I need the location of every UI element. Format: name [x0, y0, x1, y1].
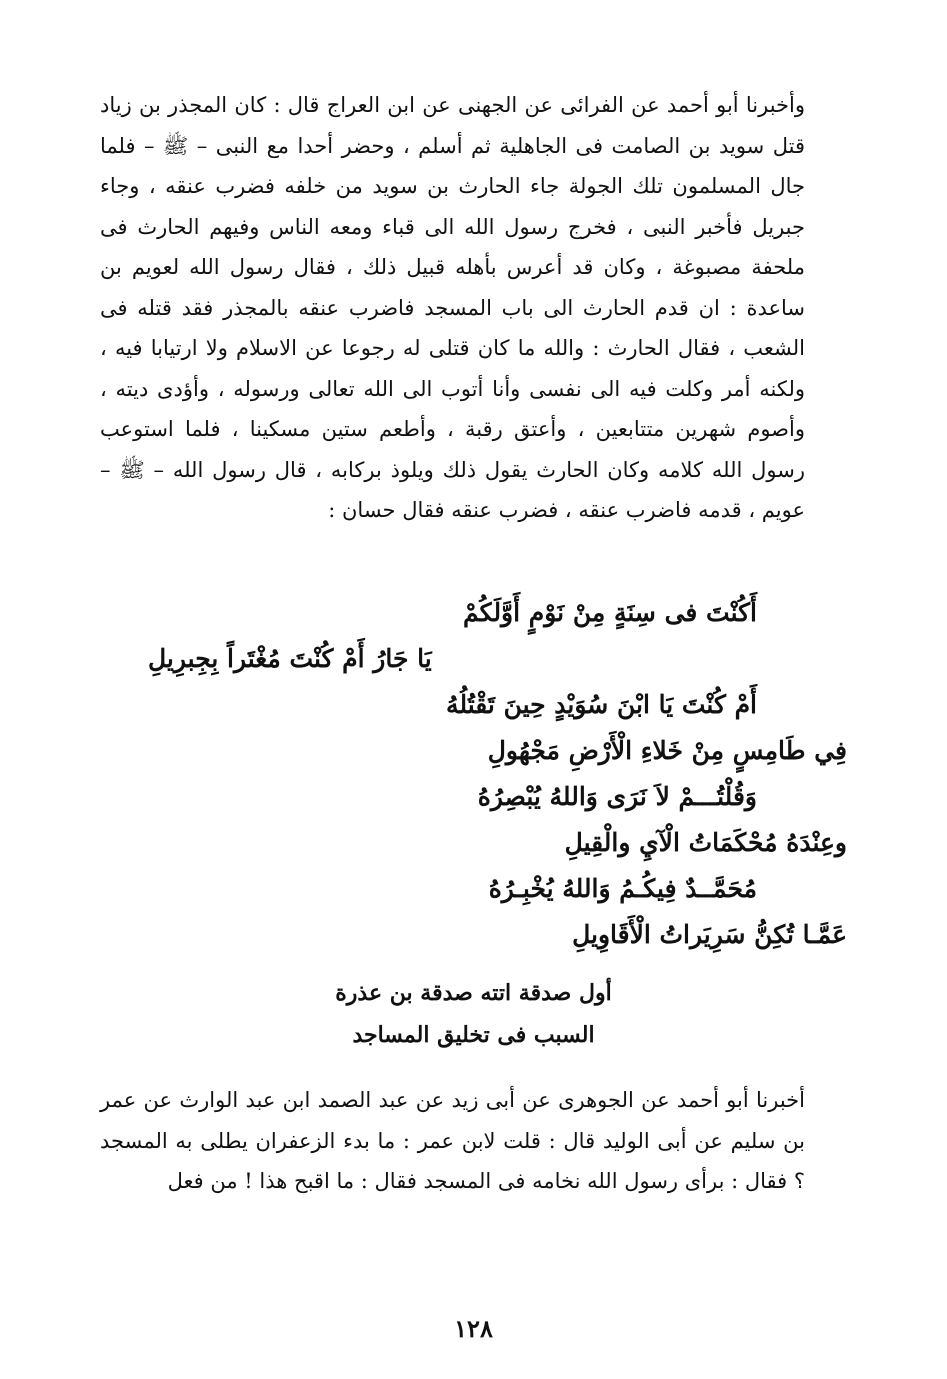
paragraph-zafaran: أخبرنا أبو أحمد عن الجوهرى عن أبى زيد عن عبد الصمد ابن عبد الوارث عن عمر بن سليم عن أبى الوليد قال : قلت لابن عمر : ما بدء الزعفران يطلى به المسجد ؟ فقال : برأى رسول الله نخامه فى المسجد فقال : ما اقبح هذا ! من فعل [100, 1088, 805, 1193]
paragraph-hadith-hareth: وأخبرنا أبو أحمد عن الفرائى عن الجهنى عن ابن العراج قال : كان المجذر بن زياد قتل سويد بن الصامت فى الجاهلية ثم أسلم ، وحضر أحدا مع النبى – ﷺ – فلما جال المسلمون تلك الجولة جاء الحارث بن سويد من خلفه فضرب عنقه ، وجاء جبريل فأخبر النبى ، فخرج رسول الله الى قباء ومعه الناس وفيهم الحارث فى ملحفة مصبوغة ، وكان قد أعرس بأهله قبيل ذلك ، فقال رسول الله لعويم بن ساعدة : ان قدم الحارث الى باب المسجد فاضرب عنقه بالمجذر فقد قتله فى الشعب ، فقال الحارث : والله ما كان قتلى له رجوعا عن الاسلام ولا ارتيابا فيه ، ولكنه أمر وكلت فيه الى نفسى وأنا أتوب الى الله تعالى ورسوله ، وأؤدى ديته ، وأصوم شهرين متتابعين ، وأعتق رقبة ، وأطعم ستين مسكينا ، فلما استوعب رسول الله كلامه وكان الحارث يقول ذلك ويلوذ بركابه ، قال رسول الله – ﷺ – عويم ، قدمه فاضرب عنقه ، فضرب عنقه فقال حسان : [100, 93, 805, 522]
page-number: ١٢٨ [454, 1314, 493, 1343]
section-heading-first-sadaqa: أول صدقة اتته صدقة بن عذرة [335, 980, 612, 1006]
poem-line-5: وَقُلْتُـــمْ لاَ نَرَى وَاللهُ يُبْصِرُهُ [477, 782, 757, 811]
poem-line-6: وعِنْدَهُ مُحْكَمَاتُ الْآيِ والْقِيلِ [564, 828, 847, 857]
section-heading-mosques: السبب فى تخليق المساجد [352, 1022, 595, 1048]
poem-line-8: عَمَّـا تُكِنُّ سَرِيَراتُ الْأَقَاوِيلِ [572, 920, 847, 949]
poem-line-2: يَا جَارُ أَمْ كُنْتَ مُغْتَراً بِجِبرِيلِ [148, 644, 432, 673]
poem-line-1: أَكُنْتَ فى سِنَةٍ مِنْ نَوْمٍ أَوَّلَكُمْ [463, 598, 757, 627]
poem-line-7: مُحَمَّــدٌ فِيكُـمُ وَاللهُ يُخْبِـرُهُ [488, 874, 757, 903]
poem-line-4: فِي طَامِسٍ مِنْ خَلاءِ الْأَرْضِ مَجْهُولِ [487, 736, 847, 765]
poem-line-3: أَمْ كُنْتَ يَا ابْنَ سُوَيْدٍ حِينَ تَقْتُلُهُ [446, 690, 757, 719]
